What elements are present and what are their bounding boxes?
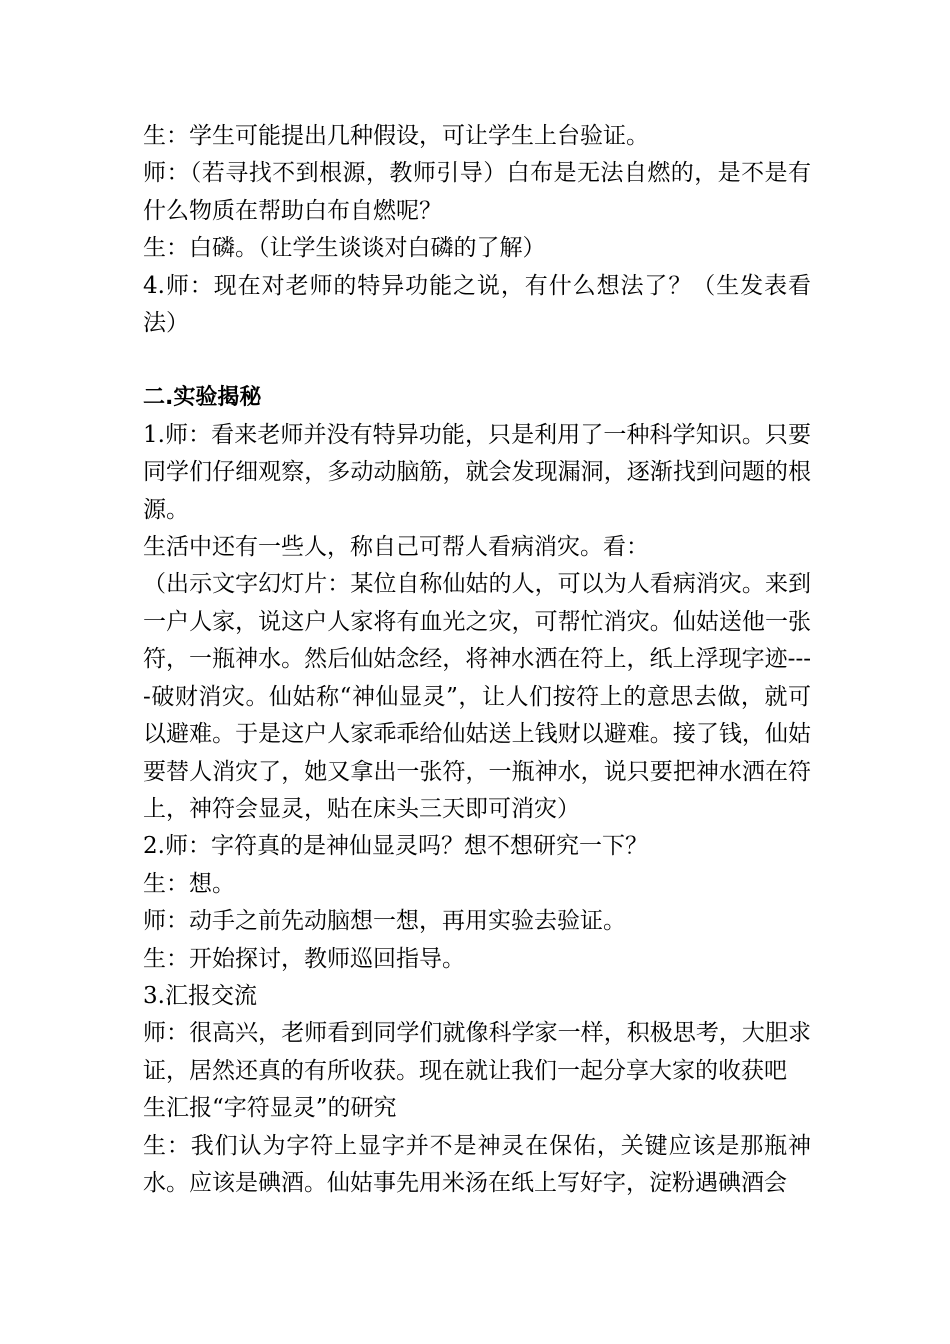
paragraph: 4.师：现在对老师的特异功能之说，有什么想法了？（生发表看法） [143, 272, 811, 337]
document-page [143, 118, 811, 1202]
paragraph: 师：（若寻找不到根源，教师引导）白布是无法自燃的，是不是有什么物质在帮助白布自燃呢？ [143, 160, 811, 224]
paragraph: 生活中还有一些人，称自己可帮人看病消灾。看： [143, 534, 649, 561]
paragraph: 生汇报“字符显灵”的研究 [143, 1095, 397, 1122]
paragraph: 师：动手之前先动脑想一想，再用实验去验证。 [143, 908, 626, 935]
paragraph: 2.师：字符真的是神仙显灵吗？想不想研究一下？ [143, 833, 648, 860]
paragraph: 生：想。 [143, 870, 235, 897]
paragraph: （出示文字幻灯片：某位自称仙姑的人，可以为人看病消灾。来到一户人家，说这户人家将有血光之灾，可帮忙消灾。仙姑送他一张符，一瓶神水。然后仙姑念经，将神水洒在符上，纸上浮现字迹----破财消灾。仙姑称“神仙显灵”，让人们按符上的意思去做，就可以避难。于是这户人家乖乖给仙姑送上钱财以避难。接了钱，仙姑要替人消灾了，她又拿出一张符，一瓶神水，说只要把神水洒在符上，神符会显灵，贴在床头三天即可消灾） [143, 571, 811, 822]
paragraph: 师：很高兴，老师看到同学们就像科学家一样，积极思考，大胆求证，居然还真的有所收获。现在就让我们一起分享大家的收获吧 [143, 1020, 811, 1084]
blank-line [143, 342, 811, 379]
paragraph: 生：开始探讨，教师巡回指导。 [143, 945, 465, 972]
section-heading: 二.实验揭秘 [143, 385, 262, 411]
paragraph: 生：学生可能提出几种假设，可让学生上台验证。 [143, 123, 649, 149]
paragraph: 生：我们认为字符上显字并不是神灵在保佑，关键应该是那瓶神水。应该是碘酒。仙姑事先用米汤在纸上写好字，淀粉遇碘酒会 [143, 1132, 811, 1196]
paragraph: 生：白磷。（让学生谈谈对白磷的了解） [143, 235, 546, 262]
paragraph: 1.师：看来老师并没有特异功能，只是利用了一种科学知识。只要同学们仔细观察，多动动脑筋，就会发现漏洞，逐渐找到问题的根源。 [143, 421, 811, 523]
paragraph: 3.汇报交流 [143, 982, 257, 1009]
